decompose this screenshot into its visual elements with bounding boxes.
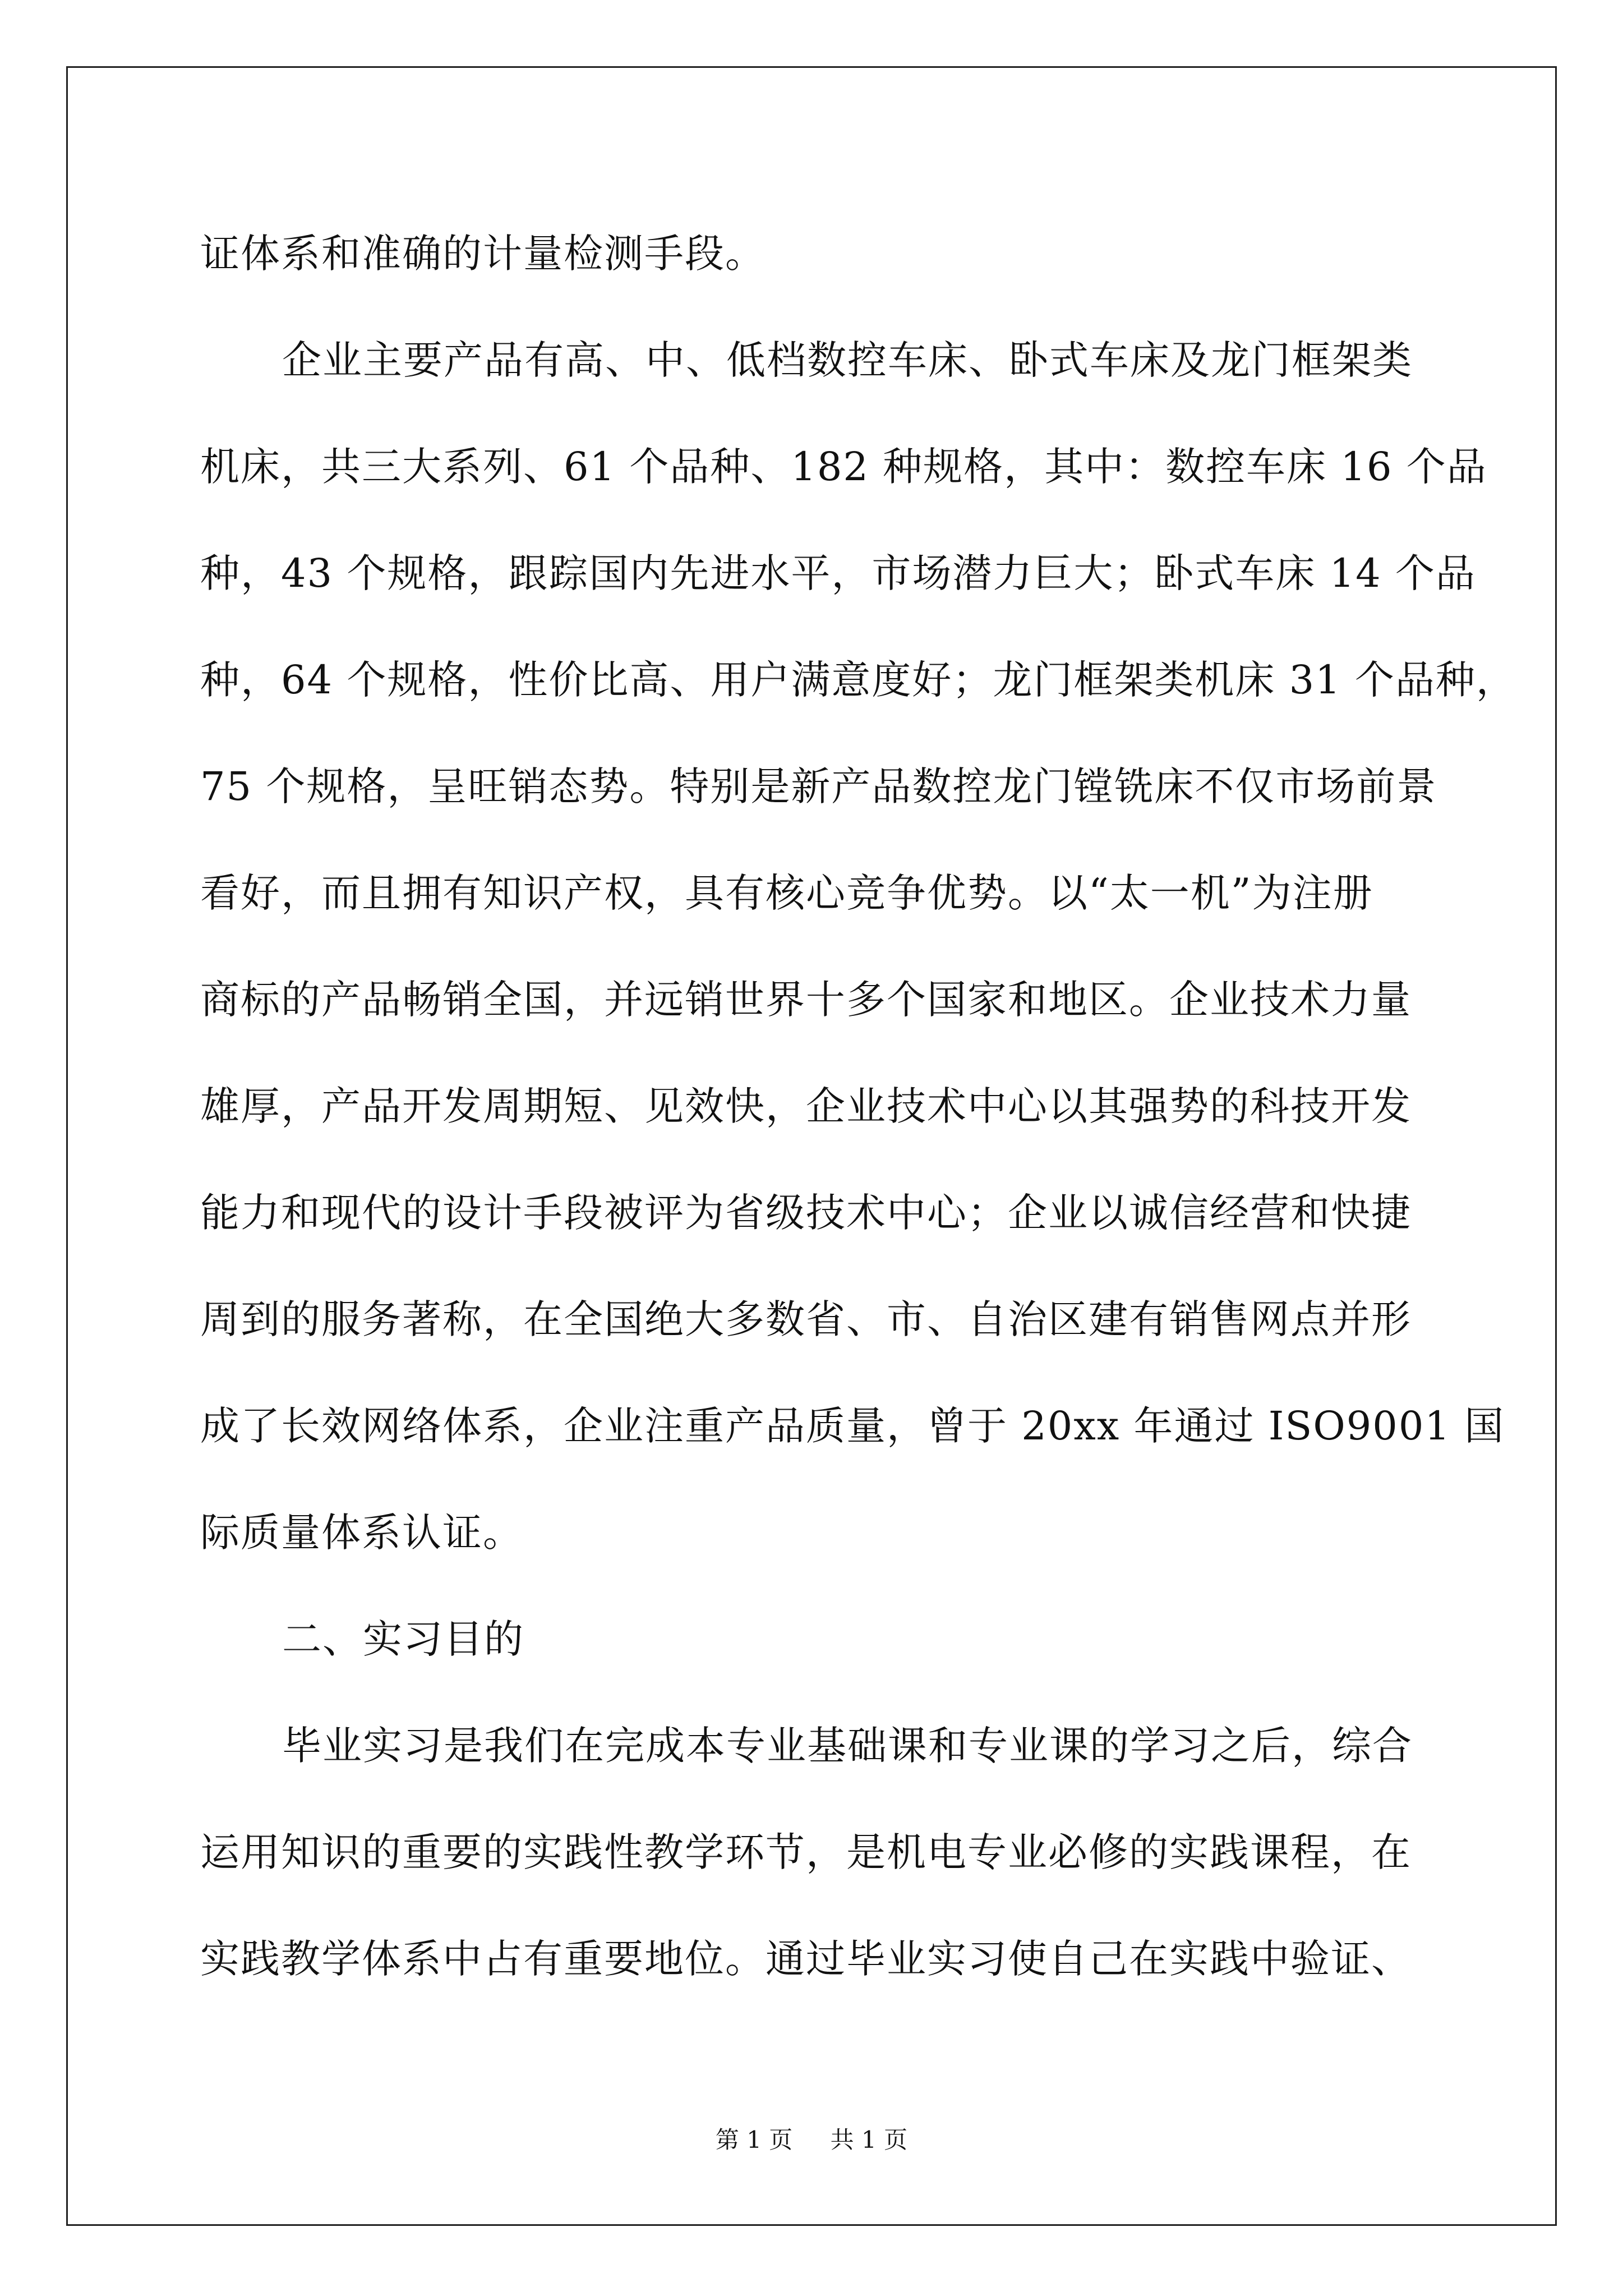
text-line: 运用知识的重要的实践性教学环节，是机电专业必修的实践课程，在: [200, 1829, 1412, 1875]
page-number: 第 1 页: [715, 2126, 793, 2154]
text-line: 成了长效网络体系，企业注重产品质量，曾于 20xx 年通过 ISO9001 国: [200, 1403, 1505, 1449]
text-line: 际质量体系认证。: [200, 1510, 523, 1556]
text-line: 证体系和准确的计量检测手段。: [200, 231, 766, 277]
text-line: 实践教学体系中占有重要地位。通过毕业实习使自己在实践中验证、: [200, 1936, 1412, 1982]
text-line: 种，64 个规格，性价比高、用户满意度好；龙门框架类机床 31 个品种，: [200, 657, 1516, 703]
text-line: 周到的服务著称，在全国绝大多数省、市、自治区建有销售网点并形: [200, 1296, 1412, 1342]
text-line: 种，43 个规格，跟踪国内先进水平，市场潜力巨大；卧式车床 14 个品: [200, 550, 1476, 596]
paragraph-start-line: 企业主要产品有高、中、低档数控车床、卧式车床及龙门框架类: [282, 337, 1413, 383]
paragraph-start-line: 毕业实习是我们在完成本专业基础课和专业课的学习之后，综合: [282, 1723, 1413, 1769]
section-heading: 二、实习目的: [282, 1616, 524, 1662]
text-line: 看好，而且拥有知识产权，具有核心竞争优势。以“太一机”为注册: [200, 870, 1373, 916]
document-body: [200, 200, 1516, 2012]
text-line: 机床，共三大系列、61 个品种、182 种规格，其中：数控车床 16 个品: [200, 444, 1487, 490]
text-line: 能力和现代的设计手段被评为省级技术中心；企业以诚信经营和快捷: [200, 1190, 1412, 1236]
page-total: 共 1 页: [830, 2126, 908, 2154]
text-line: 75 个规格，呈旺销态势。特别是新产品数控龙门镗铣床不仅市场前景: [200, 763, 1437, 809]
text-line: 雄厚，产品开发周期短、见效快，企业技术中心以其强势的科技开发: [200, 1083, 1412, 1129]
page-footer: [0, 2123, 1623, 2157]
text-line: 商标的产品畅销全国，并远销世界十多个国家和地区。企业技术力量: [200, 977, 1412, 1023]
